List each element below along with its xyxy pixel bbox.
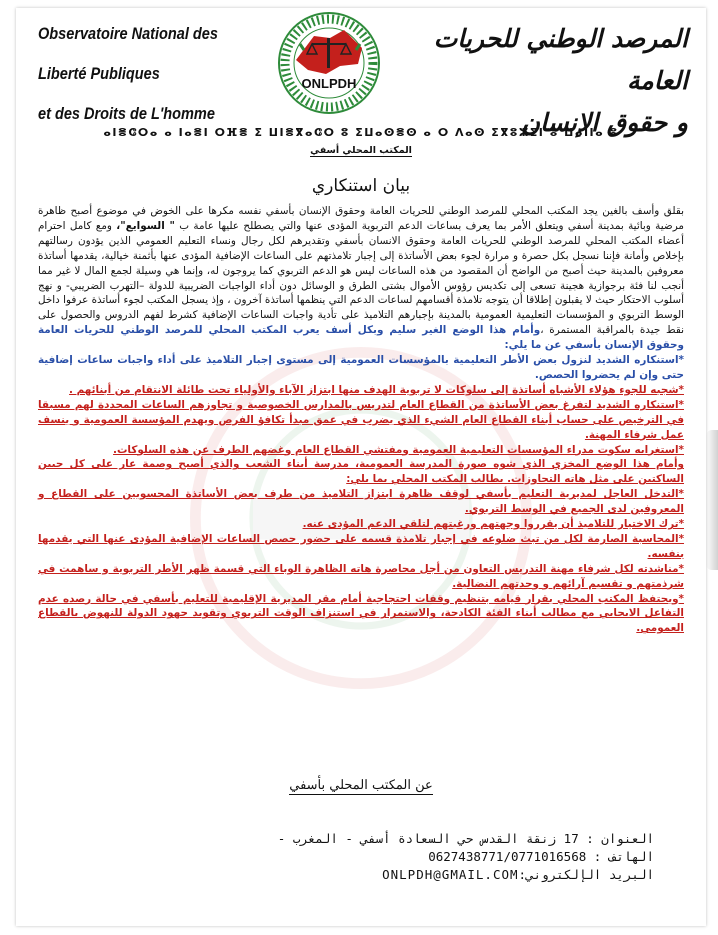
statement-body [38, 204, 684, 636]
footer-phone-row [278, 848, 654, 866]
point-red-8: *مناشدته لكل شرفاء مهنة التدريس التعاون من أجل محاصرة هاته الظاهرة الوباء التي قسمة ظهر الأطر التربوية و ساهمت في شرذمتهم و تقسيم آرائهم و وحدتهم النضالية. [38, 562, 684, 590]
signature-text: عن المكتب المحلي بأسفي [289, 778, 433, 793]
point-red-6: *ترك الاختيار للتلاميذ أن يقرروا وجهتهم ورغبتهم لتلقي الدعم المؤدى عنه. [302, 518, 684, 531]
org-name-arabic-line2: و حقوق الإنسان [521, 108, 688, 137]
point-red-7: *المحاسبة الصارمة لكل من تبث ضلوعه في إجبار تلامذة قسمه على حضور حصص الساعات الإضافية المؤدى عنها التي يقدمها بنفسه. [38, 532, 684, 560]
point-blue: *استنكاره الشديد لنزول بعض الأطر التعليمية بالمؤسسات العمومية إلى مستوى إجبار التلاميذ على أداء واجبات ساعات إضافية حتى وإن لم يحضروا الحصص. [38, 354, 684, 381]
point-red-3: *استغرابه سكوت مدراء المؤسسات التعليمية العمومية ومفتشي القطاع العام وغضهم الطرف عن هذه السلوكات. [113, 443, 684, 456]
footer-email-row [278, 866, 654, 884]
point-red-2: *استنكاره الشديد لتفرغ بعض الأساتذة من القطاع العام لتدريس بالمدارس الخصوصية و تجاوزهم الساعات المحددة لهم مسبقا في الترخيص على حساب أبناء القطاع العام الشيء الذي يضرب في عمق مبدأ تكافؤ الفرص ويهدم المؤسسة العمومية و ينسف عمل شرفاء المهنة. [38, 398, 684, 441]
signature [16, 778, 706, 793]
org-name-arabic-line1: المرصد الوطني للحريات العامة [433, 24, 688, 95]
local-office-text: المكتب المحلي أسفي [310, 145, 412, 156]
local-office-label [16, 145, 706, 156]
footer-email-label: البريد الإلكتروني: [518, 867, 654, 882]
org-name-french [38, 14, 258, 134]
footer-phone-label: الهاتف : [593, 849, 654, 864]
footer-phone: 0627438771/0771016568 [428, 849, 587, 864]
org-name-french-line1: Observatoire National des Liberté Publiques [38, 25, 218, 83]
point-red-4: وأمام هذا الوضع المخزي الذي شوه صورة المدرسة العمومية، مدرسة أبناء الشعب والذي أصبح وصمة عار على كل جبين الساكتين على مثل هاته التجاوزات. يطالب المكتب المحلي بما يلي: [38, 458, 684, 486]
intro-paragraph [38, 204, 684, 353]
point-red-9: *ويحتفظ المكتب المحلي بقرار قيامه بتنظيم وقفات احتجاجية أمام مقر المديرية الإقليمية للتعليم بأسفي في حالة رصده عدم التفاعل الايجابي مع مطالب أبناء الفئة الكادحة، والاستمرار في استنزاف الوقت التربوي وتقويد جهود الدولة للنهوض بالقطاع العمومي. [38, 592, 684, 635]
logo-text: ONLPDH [301, 76, 357, 91]
point-red-5: *التدخل العاجل لمديرية التعليم بأسفي لوقف ظاهرة ابتزاز التلاميذ من طرف بعض الأساتذة المحسوبين على القطاع و المعروفين لدى الجميع في الوسط التربوي. [38, 488, 684, 516]
document-title: بيان استنكاري [311, 176, 411, 196]
document-page [16, 8, 706, 926]
onlpdh-logo [274, 8, 384, 118]
edge-shadow [706, 430, 718, 570]
org-name-french-line2: et des Droits de L'homme [38, 105, 215, 123]
intro-quote: " السوايع"، [116, 219, 175, 232]
intro-text-1: بقلق وأسف بالغين يجد المكتب المحلي للمرصد الوطني للحريات العامة وحقوق الإنسان بأسفي نفسه مكرها على الخوض في موضوع أصبح ظاهرة مرضية وبائية بمدينة أسفي ويتعلق الأمر بما يعرف بساعات الدعم التربوية المؤدى عنها والتي يصطلح عليها عامة ب [38, 205, 684, 232]
tifinagh-org-name: ⴰⵏⴻⵛⵔⴰ ⴰ ⵏⴰⴻⵏ ⵔⴼⴻ ⵉ ⵡⵏⴻⴳⴰⵛⵔ ⵓ ⵉⵡⴰⵙⴻⵙ ⴰ ⵔ ⴷⴰⵙ ⵉⴳⵓⵣⵉⵏ ⵓ ⵡⴰⵏⵏⴰ ⵓ [103, 126, 619, 139]
intro-blue-text: وأمام هذا الوضع الغير سليم وبكل أسف يعرب المكتب المحلي للمرصد الوطني للحريات العامة وحقوق الإنسان بأسفي عن ما يلي: [38, 324, 684, 352]
intro-text-2: ومع كامل احترام أعضاء المكتب المحلي للمرصد الوطني للحريات العامة وحقوق الانسان بأسفي وتقديرهم لكل رجال ونساء التعليم العمومي الذين يؤدون رسالتهم بإخلاص وأمانة فإننا نسجل بكل حصرة و مرارة لجوء بعض الأساتذة إلى إجبار تلامذتهم على الساعات الإضافية المؤدى عنها بأثمنة خيالية، يقدمها أساتذة معروفين بالمدينة حيث أصبح من الواضح أن المقصود من هذه الساعات ليس هو الدعم التربوي كما يروجون له، وإنما هي وسيلة لجمع المال لا غير مما أنجب لنا فئة برجوازية هجينة تسعى إلى تكديس رؤوس الأموال بشتى الطرق و الوسائل دون أداء الواجبات الضريبية للدولة –التهرب الضريبي- و نهج أسلوب الاحتكار حيث لا يقبلون إطلاقا أن يتوجه تلامذة أقسامهم لساعات الدعم التي ينظمها أساتذة آخرون ، وإذ يسجل المكتب لجوء أساتذة عرفوا داخل الوسط التربوي و المؤسسات التعليمية العمومية بالمدينة بإجبارهم التلاميذ على تأدية واجبات الساعات الإضافية كشرط لفهم الدروس والحصول على نقط جيدة بالمراقبة المستمرة ، [38, 219, 684, 337]
contact-footer [278, 830, 654, 884]
point-red-1: *شجبه للجوء هؤلاء الأشباه أساتذة إلى سلوكات لا تربوية الهدف منها ابتزاز الآباء والأولياء تحت طائلة الانتقام من أبنائهم . [69, 383, 684, 396]
footer-email: ONLPDH@GMAIL.COM [382, 867, 519, 882]
footer-address: العنوان : 17 زنقة القدس حي السعادة أسفي - المغرب - [277, 831, 654, 846]
